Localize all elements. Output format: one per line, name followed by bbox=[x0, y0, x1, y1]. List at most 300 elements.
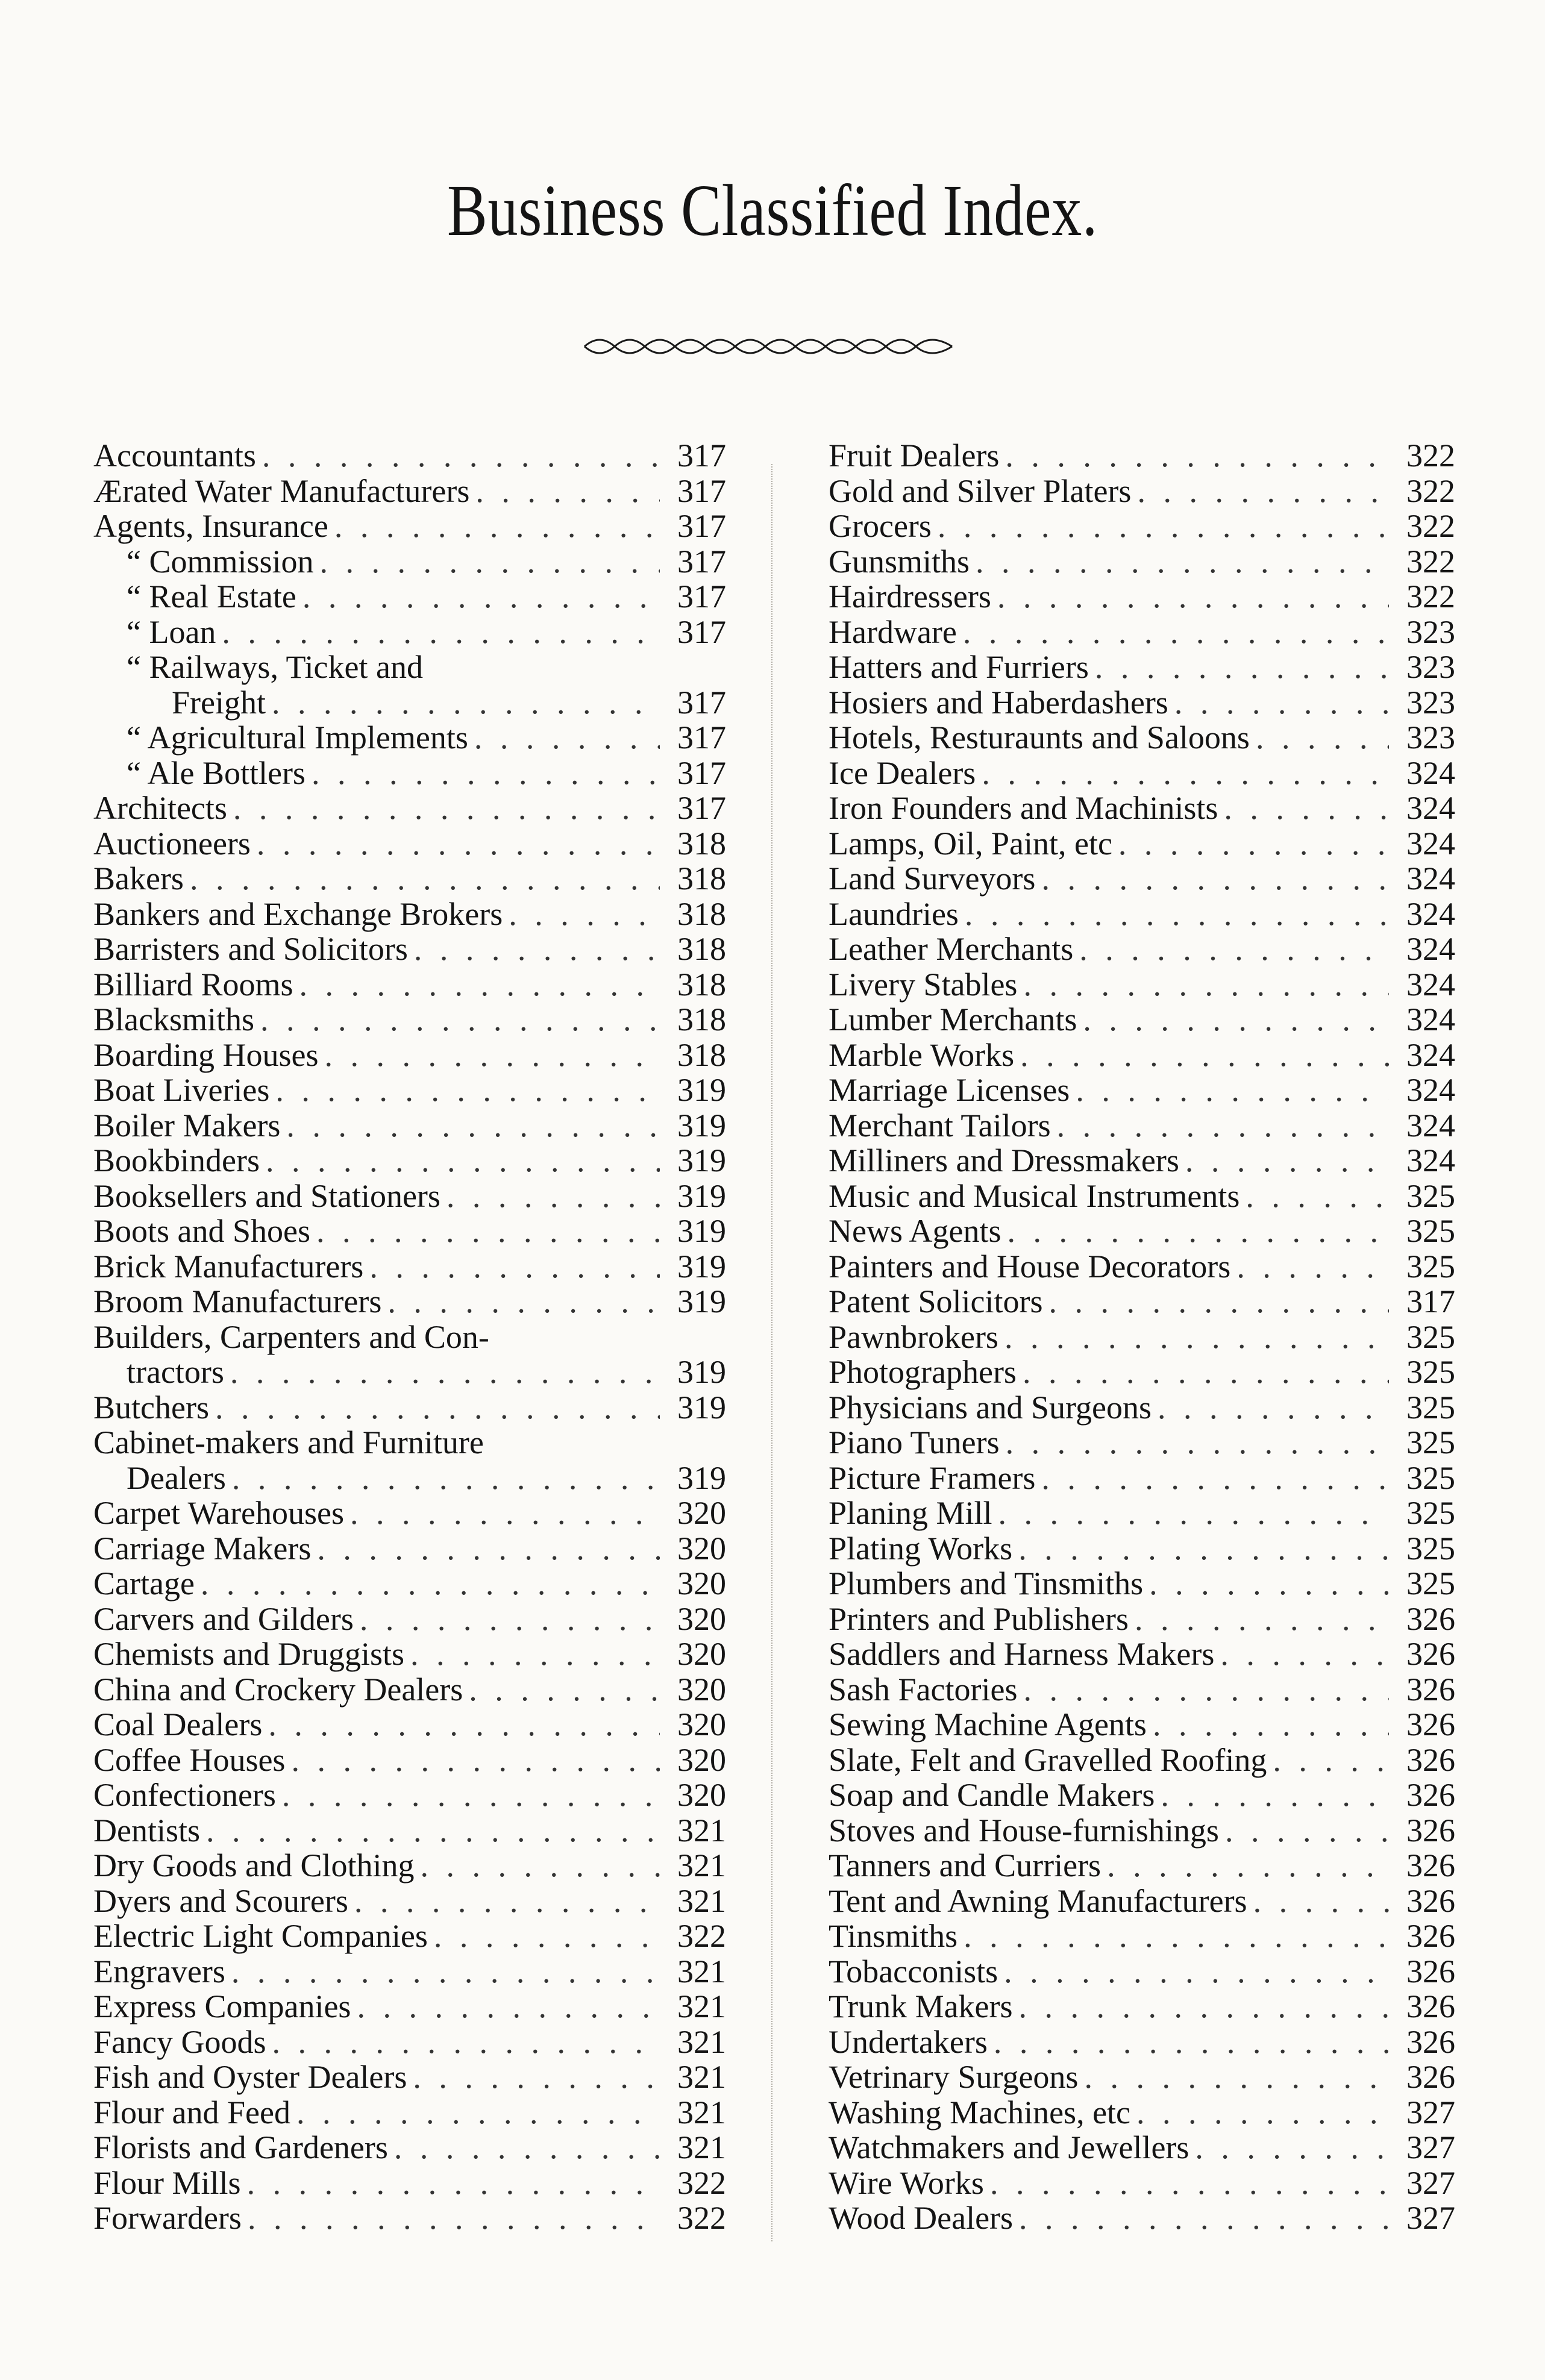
dot-leader bbox=[257, 826, 660, 862]
entry-page-number: 325 bbox=[1406, 1424, 1455, 1461]
index-entry bbox=[93, 2200, 726, 2236]
index-entry bbox=[93, 967, 726, 1003]
index-entry bbox=[829, 1495, 1455, 1531]
entry-label: Photographers bbox=[829, 1354, 1017, 1390]
dot-leader bbox=[394, 2130, 660, 2165]
entry-label: Hardware bbox=[829, 613, 957, 650]
index-entry bbox=[829, 1777, 1455, 1813]
entry-label: Piano Tuners bbox=[829, 1424, 1000, 1461]
entry-page-number: 326 bbox=[1406, 1671, 1455, 1708]
entry-page-number: 327 bbox=[1406, 2094, 1455, 2131]
entry-page-number: 322 bbox=[1406, 437, 1455, 474]
dot-leader bbox=[233, 791, 660, 826]
entry-page-number: 326 bbox=[1406, 1953, 1455, 1990]
dot-leader bbox=[1095, 650, 1389, 685]
dot-leader bbox=[291, 1743, 660, 1778]
entry-label: Forwarders bbox=[93, 2200, 242, 2236]
dot-leader bbox=[410, 1636, 660, 1672]
dot-leader bbox=[320, 544, 660, 580]
dot-leader bbox=[260, 1002, 660, 1038]
dot-leader bbox=[360, 1602, 660, 1637]
entry-page-number: 322 bbox=[1406, 472, 1455, 509]
index-entry bbox=[93, 1954, 726, 1990]
dot-leader bbox=[1004, 1954, 1389, 1990]
dot-leader bbox=[299, 967, 660, 1003]
entry-label: Lamps, Oil, Paint, etc bbox=[829, 825, 1112, 862]
entry-page-number: 317 bbox=[677, 472, 726, 509]
entry-page-number: 320 bbox=[677, 1741, 726, 1778]
entry-page-number: 323 bbox=[1406, 649, 1455, 685]
dot-leader bbox=[215, 1390, 660, 1426]
index-entry bbox=[93, 1143, 726, 1179]
dot-leader bbox=[262, 438, 660, 474]
entry-label: Lumber Merchants bbox=[829, 1001, 1077, 1038]
entry-page-number: 325 bbox=[1406, 1318, 1455, 1355]
entry-label: Express Companies bbox=[93, 1988, 351, 2025]
entry-label: Leather Merchants bbox=[829, 931, 1074, 967]
entry-label: Freight bbox=[172, 684, 266, 721]
index-entry bbox=[829, 1143, 1455, 1179]
entry-page-number: 317 bbox=[677, 508, 726, 544]
entry-page-number: 324 bbox=[1406, 860, 1455, 897]
entry-page-number: 321 bbox=[677, 1812, 726, 1849]
index-entry bbox=[93, 2165, 726, 2201]
dot-leader bbox=[1273, 1743, 1389, 1778]
entry-page-number: 317 bbox=[677, 719, 726, 756]
dot-leader bbox=[1253, 1884, 1389, 1919]
entry-page-number: 322 bbox=[1406, 508, 1455, 544]
entry-label: Chemists and Druggists bbox=[93, 1636, 405, 1672]
dot-leader bbox=[475, 474, 660, 509]
entry-label: Fancy Goods bbox=[93, 2023, 266, 2060]
dot-leader bbox=[413, 2059, 660, 2095]
entry-label: Saddlers and Harness Makers bbox=[829, 1636, 1215, 1672]
entry-label: Planing Mill bbox=[829, 1495, 992, 1531]
dot-leader bbox=[1224, 791, 1389, 826]
entry-page-number: 319 bbox=[677, 1213, 726, 1249]
entry-label: Bookbinders bbox=[93, 1142, 260, 1179]
dot-leader bbox=[316, 1213, 660, 1249]
index-entry bbox=[829, 579, 1455, 615]
entry-page-number: 324 bbox=[1406, 1142, 1455, 1179]
entry-page-number: 321 bbox=[677, 2094, 726, 2131]
entry-label: Butchers bbox=[93, 1389, 209, 1426]
entry-page-number: 321 bbox=[677, 2059, 726, 2095]
index-entry bbox=[93, 1073, 726, 1108]
dot-leader bbox=[998, 1495, 1389, 1531]
dot-leader bbox=[1084, 2059, 1389, 2095]
entry-label: Physicians and Surgeons bbox=[829, 1389, 1152, 1426]
index-entry bbox=[93, 1002, 726, 1038]
entry-label: Patent Solicitors bbox=[829, 1283, 1043, 1320]
index-entry bbox=[829, 1884, 1455, 1919]
dot-leader bbox=[387, 1284, 660, 1320]
entry-label: Agents, Insurance bbox=[93, 508, 328, 544]
index-entry bbox=[93, 1213, 726, 1249]
index-entry bbox=[829, 1672, 1455, 1708]
dot-leader bbox=[282, 1777, 660, 1813]
dot-leader bbox=[206, 1813, 660, 1849]
index-entry bbox=[93, 1777, 726, 1813]
index-entry bbox=[93, 1918, 726, 1954]
index-entry bbox=[93, 826, 726, 862]
entry-label: Brick Manufacturers bbox=[93, 1248, 364, 1285]
entry-page-number: 325 bbox=[1406, 1248, 1455, 1285]
entry-page-number: 319 bbox=[677, 1142, 726, 1179]
entry-label: News Agents bbox=[829, 1213, 1001, 1249]
entry-page-number: 327 bbox=[1406, 2200, 1455, 2236]
entry-page-number: 326 bbox=[1406, 2059, 1455, 2095]
entry-page-number: 327 bbox=[1406, 2129, 1455, 2165]
index-entry bbox=[829, 1038, 1455, 1073]
index-entry bbox=[829, 685, 1455, 721]
entry-label: tractors bbox=[127, 1354, 224, 1390]
index-entry bbox=[829, 1848, 1455, 1884]
dot-leader bbox=[963, 615, 1389, 650]
entry-page-number: 325 bbox=[1406, 1213, 1455, 1249]
index-entry bbox=[93, 1038, 726, 1073]
entry-label: Boiler Makers bbox=[93, 1107, 281, 1144]
entry-label: Picture Framers bbox=[829, 1459, 1036, 1496]
entry-label: Vetrinary Surgeons bbox=[829, 2059, 1079, 2095]
entry-label: Livery Stables bbox=[829, 966, 1018, 1003]
entry-page-number: 325 bbox=[1406, 1354, 1455, 1390]
entry-page-number: 326 bbox=[1406, 1918, 1455, 1954]
entry-page-number: 324 bbox=[1406, 931, 1455, 967]
entry-page-number: 317 bbox=[677, 543, 726, 580]
entry-page-number: 324 bbox=[1406, 966, 1455, 1003]
index-entry bbox=[93, 897, 726, 932]
entry-page-number: 322 bbox=[677, 1918, 726, 1954]
entry-page-number: 317 bbox=[677, 684, 726, 721]
entry-page-number: 318 bbox=[677, 860, 726, 897]
dot-leader bbox=[230, 1354, 660, 1390]
dot-leader bbox=[286, 1108, 660, 1144]
index-entry bbox=[829, 474, 1455, 509]
dot-leader bbox=[1023, 1672, 1389, 1708]
entry-label: Hatters and Furriers bbox=[829, 649, 1089, 685]
index-entry bbox=[93, 1249, 726, 1285]
dot-leader bbox=[990, 2165, 1389, 2201]
entry-page-number: 326 bbox=[1406, 1706, 1455, 1743]
entry-label: Sash Factories bbox=[829, 1671, 1018, 1708]
entry-label: Iron Founders and Machinists bbox=[829, 790, 1218, 826]
entry-page-number: 321 bbox=[677, 1882, 726, 1919]
index-column-right bbox=[829, 438, 1455, 2236]
dot-leader bbox=[369, 1249, 660, 1285]
dot-leader bbox=[938, 509, 1389, 544]
dot-leader bbox=[317, 1531, 660, 1567]
index-entry bbox=[93, 1108, 726, 1144]
entry-label: Grocers bbox=[829, 508, 932, 544]
entry-label: Marble Works bbox=[829, 1036, 1015, 1073]
entry-page-number: 317 bbox=[1406, 1283, 1455, 1320]
entry-page-number: 319 bbox=[677, 1283, 726, 1320]
entry-page-number: 322 bbox=[677, 2164, 726, 2201]
entry-page-number: 318 bbox=[677, 825, 726, 862]
entry-label: Hotels, Resturaunts and Saloons bbox=[829, 719, 1250, 756]
index-entry bbox=[93, 2059, 726, 2095]
entry-page-number: 318 bbox=[677, 931, 726, 967]
dot-leader bbox=[1019, 1989, 1389, 2025]
index-entry bbox=[829, 756, 1455, 791]
entry-label: Electric Light Companies bbox=[93, 1918, 428, 1954]
dot-leader bbox=[1107, 1848, 1389, 1884]
index-entry bbox=[829, 544, 1455, 580]
entry-page-number: 320 bbox=[677, 1706, 726, 1743]
entry-label: Tanners and Curriers bbox=[829, 1847, 1102, 1884]
index-entry bbox=[93, 756, 726, 791]
entry-label: Architects bbox=[93, 790, 227, 826]
entry-label: Plumbers and Tinsmiths bbox=[829, 1565, 1144, 1602]
entry-page-number: 327 bbox=[1406, 2164, 1455, 2201]
dot-leader bbox=[1019, 2200, 1389, 2236]
entry-page-number: 320 bbox=[677, 1777, 726, 1813]
entry-label: Sewing Machine Agents bbox=[829, 1706, 1147, 1743]
entry-label: Bakers bbox=[93, 860, 184, 897]
entry-page-number: 319 bbox=[677, 1107, 726, 1144]
entry-page-number: 326 bbox=[1406, 1777, 1455, 1813]
dot-leader bbox=[1256, 720, 1389, 756]
entry-page-number: 321 bbox=[677, 1953, 726, 1990]
index-entry bbox=[93, 1848, 726, 1884]
index-entry bbox=[829, 2095, 1455, 2131]
index-entry bbox=[829, 1425, 1455, 1461]
entry-page-number: 319 bbox=[677, 1072, 726, 1108]
entry-page-number: 326 bbox=[1406, 1600, 1455, 1637]
dot-leader bbox=[1137, 474, 1389, 509]
index-entry bbox=[93, 1425, 726, 1461]
dot-leader bbox=[994, 2025, 1389, 2060]
index-entry bbox=[93, 1390, 726, 1426]
entry-label: Auctioneers bbox=[93, 825, 251, 862]
dot-leader bbox=[1006, 1425, 1389, 1461]
dot-leader bbox=[1079, 932, 1389, 967]
entry-page-number: 320 bbox=[677, 1636, 726, 1672]
index-entry bbox=[93, 1989, 726, 2025]
index-entry bbox=[93, 1461, 726, 1496]
dot-leader bbox=[982, 756, 1389, 791]
dot-leader bbox=[1023, 1354, 1389, 1390]
index-entry bbox=[829, 438, 1455, 474]
dot-leader bbox=[1225, 1813, 1389, 1849]
index-entry bbox=[829, 2130, 1455, 2165]
entry-page-number: 320 bbox=[677, 1495, 726, 1531]
entry-page-number: 325 bbox=[1406, 1389, 1455, 1426]
entry-label: Fish and Oyster Dealers bbox=[93, 2059, 407, 2095]
entry-label: China and Crockery Dealers bbox=[93, 1671, 463, 1708]
entry-page-number: 324 bbox=[1406, 1072, 1455, 1108]
dot-leader bbox=[964, 1918, 1389, 1954]
index-entry bbox=[829, 1179, 1455, 1214]
index-entry bbox=[829, 1989, 1455, 2025]
entry-label: Boots and Shoes bbox=[93, 1213, 311, 1249]
entry-page-number: 319 bbox=[677, 1354, 726, 1390]
entry-label: Hairdressers bbox=[829, 578, 991, 615]
entry-label: Billiard Rooms bbox=[93, 966, 293, 1003]
dot-leader bbox=[296, 2095, 660, 2131]
index-entry bbox=[93, 1320, 726, 1355]
entry-label: Tent and Awning Manufacturers bbox=[829, 1882, 1247, 1919]
entry-page-number: 324 bbox=[1406, 1036, 1455, 1073]
index-entry bbox=[829, 1566, 1455, 1602]
entry-label: “ Agricultural Implements bbox=[127, 719, 468, 756]
index-entry bbox=[829, 1602, 1455, 1637]
entry-label: Gold and Silver Platers bbox=[829, 472, 1132, 509]
index-entry bbox=[93, 1284, 726, 1320]
entry-label: Gunsmiths bbox=[829, 543, 970, 580]
entry-page-number: 326 bbox=[1406, 1847, 1455, 1884]
dot-leader bbox=[469, 1672, 660, 1708]
index-entry bbox=[93, 1884, 726, 1919]
dot-leader bbox=[414, 932, 660, 967]
entry-label: Land Surveyors bbox=[829, 860, 1036, 897]
index-entry bbox=[829, 1918, 1455, 1954]
entry-label: Stoves and House-furnishings bbox=[829, 1812, 1219, 1849]
entry-page-number: 317 bbox=[677, 437, 726, 474]
entry-label: Boarding Houses bbox=[93, 1036, 319, 1073]
dot-leader bbox=[222, 615, 660, 650]
entry-label: Undertakers bbox=[829, 2023, 988, 2060]
index-entry bbox=[829, 2025, 1455, 2060]
index-column-left bbox=[93, 438, 726, 2236]
dot-leader bbox=[334, 509, 660, 544]
index-entry bbox=[829, 1954, 1455, 1990]
entry-label: Merchant Tailors bbox=[829, 1107, 1051, 1144]
dot-leader bbox=[1136, 2095, 1389, 2131]
dot-leader bbox=[1220, 1636, 1389, 1672]
entry-page-number: 325 bbox=[1406, 1565, 1455, 1602]
entry-label: Florists and Gardeners bbox=[93, 2129, 388, 2165]
index-entry bbox=[829, 897, 1455, 932]
entry-label: Pawnbrokers bbox=[829, 1318, 998, 1355]
entry-label: Carvers and Gilders bbox=[93, 1600, 354, 1637]
dot-leader bbox=[247, 2165, 660, 2201]
entry-page-number: 324 bbox=[1406, 1107, 1455, 1144]
index-entry bbox=[93, 544, 726, 580]
index-entry bbox=[829, 1813, 1455, 1849]
dot-leader bbox=[1023, 967, 1389, 1003]
dot-leader bbox=[1041, 861, 1389, 897]
index-entry bbox=[829, 720, 1455, 756]
dot-leader bbox=[272, 2025, 660, 2060]
dot-leader bbox=[357, 1989, 660, 2025]
entry-label: Plating Works bbox=[829, 1530, 1013, 1567]
entry-page-number: 319 bbox=[677, 1389, 726, 1426]
entry-page-number: 318 bbox=[677, 966, 726, 1003]
entry-page-number: 320 bbox=[677, 1565, 726, 1602]
entry-label: Carriage Makers bbox=[93, 1530, 312, 1567]
dot-leader bbox=[312, 756, 660, 791]
entry-page-number: 326 bbox=[1406, 1882, 1455, 1919]
entry-page-number: 322 bbox=[1406, 578, 1455, 615]
entry-label: Washing Machines, etc bbox=[829, 2094, 1131, 2131]
dot-leader bbox=[201, 1566, 660, 1602]
entry-page-number: 317 bbox=[677, 790, 726, 826]
index-entry bbox=[93, 2025, 726, 2060]
entry-page-number: 323 bbox=[1406, 684, 1455, 721]
entry-page-number: 323 bbox=[1406, 613, 1455, 650]
entry-page-number: 325 bbox=[1406, 1530, 1455, 1567]
entry-page-number: 319 bbox=[677, 1459, 726, 1496]
ornament-divider-icon bbox=[581, 328, 955, 365]
dot-leader bbox=[1041, 1461, 1389, 1496]
index-entry bbox=[829, 826, 1455, 862]
entry-label: “ Real Estate bbox=[127, 578, 296, 615]
index-entry bbox=[829, 1320, 1455, 1355]
dot-leader bbox=[1185, 1143, 1389, 1179]
index-entry bbox=[93, 1179, 726, 1214]
entry-label: Tinsmiths bbox=[829, 1918, 958, 1954]
entry-label: Broom Manufacturers bbox=[93, 1283, 382, 1320]
column-divider bbox=[771, 464, 773, 2241]
index-entry bbox=[829, 1073, 1455, 1108]
index-entry bbox=[93, 1531, 726, 1567]
entry-page-number: 323 bbox=[1406, 719, 1455, 756]
index-entry bbox=[93, 2095, 726, 2131]
entry-label: Coal Dealers bbox=[93, 1706, 263, 1743]
entry-label: Carpet Warehouses bbox=[93, 1495, 345, 1531]
dot-leader bbox=[268, 1707, 660, 1743]
dot-leader bbox=[447, 1179, 660, 1214]
dot-leader bbox=[231, 1954, 660, 1990]
index-entry bbox=[93, 2130, 726, 2165]
entry-label: Flour Mills bbox=[93, 2164, 241, 2201]
dot-leader bbox=[1161, 1777, 1389, 1813]
entry-page-number: 320 bbox=[677, 1600, 726, 1637]
dot-leader bbox=[474, 720, 660, 756]
entry-page-number: 317 bbox=[677, 578, 726, 615]
index-entry bbox=[829, 932, 1455, 967]
entry-page-number: 322 bbox=[1406, 543, 1455, 580]
dot-leader bbox=[1135, 1602, 1389, 1637]
entry-page-number: 318 bbox=[677, 1001, 726, 1038]
dot-leader bbox=[324, 1038, 660, 1073]
index-entry bbox=[93, 1813, 726, 1849]
index-entry bbox=[93, 1707, 726, 1743]
entry-label: Cartage bbox=[93, 1565, 195, 1602]
dot-leader bbox=[350, 1495, 660, 1531]
dot-leader bbox=[1174, 685, 1389, 721]
entry-page-number: 319 bbox=[677, 1177, 726, 1214]
index-entry bbox=[93, 1672, 726, 1708]
entry-label: Laundries bbox=[829, 895, 959, 932]
index-entry bbox=[93, 861, 726, 897]
entry-label: “ Ale Bottlers bbox=[127, 754, 306, 791]
index-entry bbox=[829, 1249, 1455, 1285]
entry-label: Accountants bbox=[93, 437, 256, 474]
dot-leader bbox=[434, 1918, 660, 1954]
dot-leader bbox=[275, 1073, 660, 1108]
entry-label: Dealers bbox=[127, 1459, 226, 1496]
index-entry bbox=[829, 791, 1455, 826]
index-entry bbox=[93, 932, 726, 967]
entry-label: Music and Musical Instruments bbox=[829, 1177, 1240, 1214]
dot-leader bbox=[976, 544, 1389, 580]
entry-page-number: 324 bbox=[1406, 790, 1455, 826]
entry-page-number: 326 bbox=[1406, 1741, 1455, 1778]
dot-leader bbox=[965, 897, 1389, 932]
index-entry bbox=[829, 1743, 1455, 1778]
index-entry bbox=[829, 1531, 1455, 1567]
entry-page-number: 326 bbox=[1406, 1988, 1455, 2025]
entry-label: Dry Goods and Clothing bbox=[93, 1847, 415, 1884]
index-entry bbox=[829, 650, 1455, 685]
entry-page-number: 324 bbox=[1406, 895, 1455, 932]
entry-label: Slate, Felt and Gravelled Roofing bbox=[829, 1741, 1267, 1778]
entry-page-number: 319 bbox=[677, 1248, 726, 1285]
entry-label: Dyers and Scourers bbox=[93, 1882, 348, 1919]
